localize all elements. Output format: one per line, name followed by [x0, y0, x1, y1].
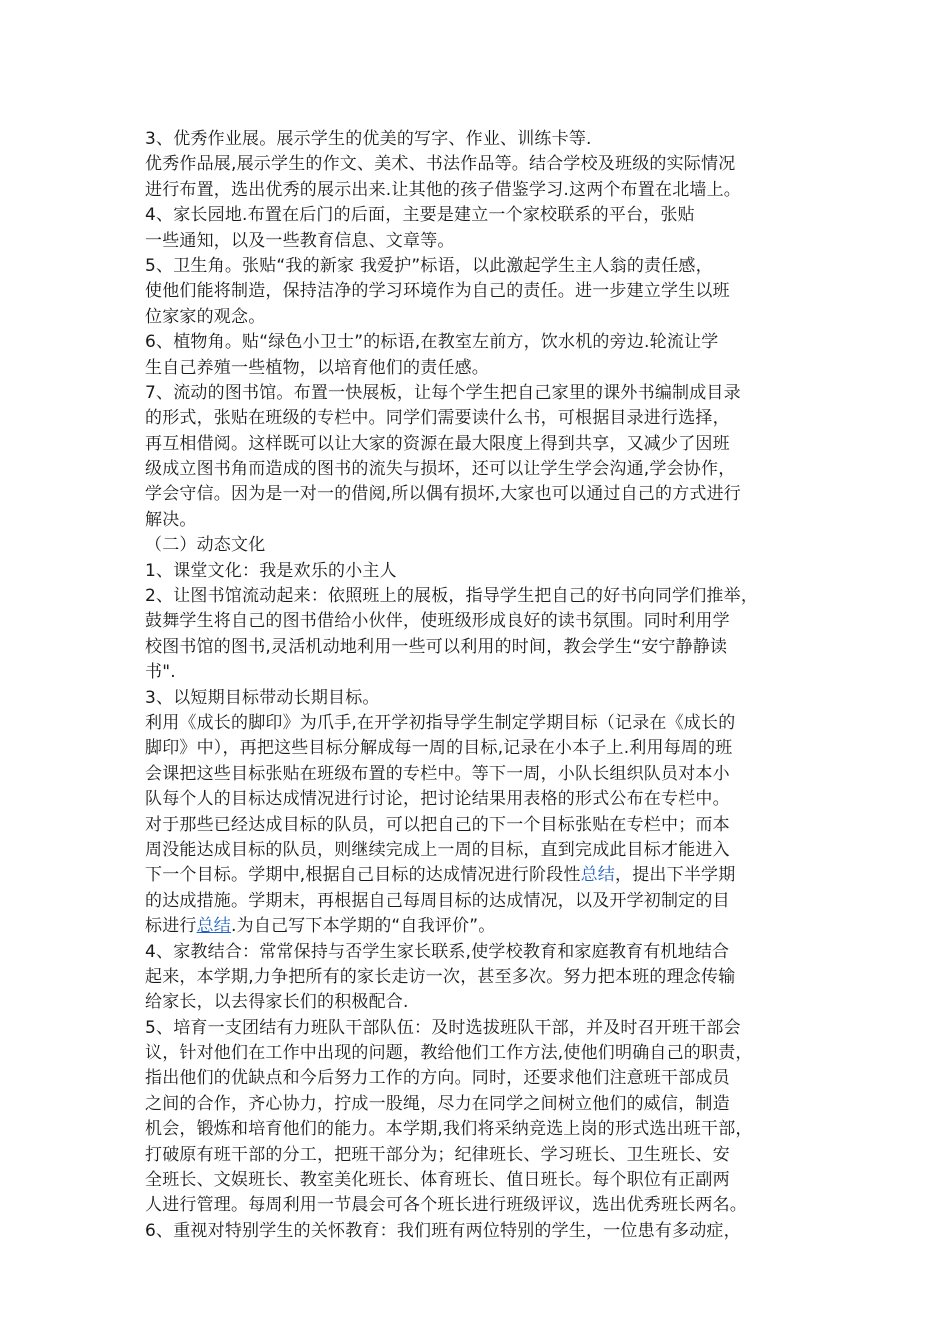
- text-line: 学会守信。因为是一对一的借阅,所以偶有损坏,大家也可以通过自己的方式进行: [145, 484, 742, 505]
- text-line: 鼓舞学生将自己的图书借给小伙伴，使班级形成良好的读书氛围。同时利用学: [145, 611, 730, 632]
- text-line: 全班长、文娱班长、教室美化班长、体育班长、值日班长。每个职位有正副两: [145, 1170, 730, 1191]
- text-segment: .为自己写下本学期的“自我评价”。: [231, 916, 496, 937]
- text-line: 脚印》中），再把这些目标分解成每一周的目标,记录在小本子上.利用每周的班: [145, 738, 733, 759]
- text-line: 校图书馆的图书,灵活机动地利用一些可以利用的时间，教会学生“安宁静静读: [145, 636, 728, 657]
- summary-link[interactable]: 总结: [580, 865, 616, 886]
- text-line: 的达成措施。学期末，再根据自己每周目标的达成情况，以及开学初制定的目: [145, 890, 730, 911]
- text-line: 使他们能将制造，保持洁净的学习环境作为自己的责任。进一步建立学生以班: [145, 281, 730, 302]
- text-line: 5、培育一支团结有力班队干部队伍：及时选拔班队干部，并及时召开班干部会: [145, 1017, 741, 1038]
- text-line: 一些通知，以及一些教育信息、文章等。: [145, 230, 455, 251]
- text-line: 位家家的观念。: [145, 306, 266, 327]
- text-line: 给家长，以去得家长们的积极配合.: [145, 992, 409, 1013]
- text-line: 级成立图书角而造成的图书的流失与损坏，还可以让学生学会沟通,学会协作，: [145, 459, 736, 480]
- text-line: 再互相借阅。这样既可以让大家的资源在最大限度上得到共享，又减少了因班: [145, 433, 730, 454]
- summary-link[interactable]: 总结: [196, 916, 232, 937]
- text-line-with-link: [145, 863, 825, 888]
- text-line: 6、植物角。贴“绿色小卫士”的标语,在教室左前方，饮水机的旁边.轮流让学: [145, 332, 719, 353]
- text-line: 4、家长园地.布置在后门的后面，主要是建立一个家校联系的平台，张贴: [145, 205, 695, 226]
- text-line: 周没能达成目标的队员，则继续完成上一周的目标，直到完成此目标才能进入: [145, 839, 730, 860]
- text-line: 人进行管理。每周利用一节晨会可各个班长进行班级评议，选出优秀班长两名。: [145, 1195, 747, 1216]
- text-line: 优秀作品展,展示学生的作文、美术、书法作品等。结合学校及班级的实际情况: [145, 154, 736, 175]
- text-line: 生自己养殖一些植物，以培育他们的责任感。: [145, 357, 489, 378]
- text-line: 队每个人的目标达成情况进行讨论，把讨论结果用表格的形式公布在专栏中。: [145, 789, 730, 810]
- text-line: 对于那些已经达成目标的队员，可以把自己的下一个目标张贴在专栏中；而本: [145, 814, 730, 835]
- text-line: 起来，本学期,力争把所有的家长走访一次，甚至多次。努力把本班的理念传输: [145, 966, 736, 987]
- text-line: 机会，锻炼和培育他们的能力。本学期,我们将采纳竞选上岗的形式选出班干部，: [145, 1119, 753, 1140]
- text-segment: 标进行: [145, 916, 197, 937]
- text-line: 1、课堂文化：我是欢乐的小主人: [145, 560, 397, 581]
- text-line: 之间的合作，齐心协力，拧成一股绳，尽力在同学之间树立他们的威信，制造: [145, 1093, 730, 1114]
- text-segment: 下一个目标。学期中,根据自己目标的达成情况进行阶段性: [145, 865, 581, 886]
- text-line: 3、以短期目标带动长期目标。: [145, 687, 380, 708]
- text-line: 打破原有班干部的分工，把班干部分为；纪律班长、学习班长、卫生班长、安: [145, 1144, 730, 1165]
- text-line: 指出他们的优缺点和今后努力工作的方向。同时，还要求他们注意班干部成员: [145, 1068, 730, 1089]
- text-line: 2、让图书馆流动起来：依照班上的展板，指导学生把自己的好书向同学们推举，: [145, 586, 759, 607]
- text-line: 利用《成长的脚印》为爪手,在开学初指导学生制定学期目标（记录在《成长的: [145, 712, 736, 733]
- text-line: 会课把这些目标张贴在班级布置的专栏中。等下一周，小队长组织队员对本小: [145, 763, 730, 784]
- section-heading: （二）动态文化: [145, 535, 266, 556]
- text-line: 的形式，张贴在班级的专栏中。同学们需要读什么书，可根据目录进行选择，: [145, 408, 730, 429]
- text-segment: ，提出下半学期: [615, 865, 736, 886]
- text-line: 7、流动的图书馆。布置一快展板，让每个学生把自己家里的课外书编制成目录: [145, 382, 741, 403]
- text-line-with-link: [145, 914, 825, 939]
- document-body: [145, 127, 825, 1244]
- text-line: 书".: [145, 662, 176, 683]
- text-line: 4、家教结合：常常保持与否学生家长联系,使学校教育和家庭教育有机地结合: [145, 941, 730, 962]
- text-line: 解决。: [145, 509, 197, 530]
- text-line: 进行布置，选出优秀的展示出来.让其他的孩子借鉴学习.这两个布置在北墙上。: [145, 179, 742, 200]
- text-line: 6、重视对特别学生的关怀教育：我们班有两位特别的学生，一位患有多动症，: [145, 1220, 741, 1241]
- text-line: 3、优秀作业展。展示学生的优美的写字、作业、训练卡等.: [145, 129, 592, 149]
- text-line: 议，针对他们在工作中出现的问题，教给他们工作方法,使他们明确自己的职责，: [145, 1043, 753, 1064]
- text-line: 5、卫生角。张贴“我的新家 我爱护”标语，以此激起学生主人翁的责任感，: [145, 255, 713, 276]
